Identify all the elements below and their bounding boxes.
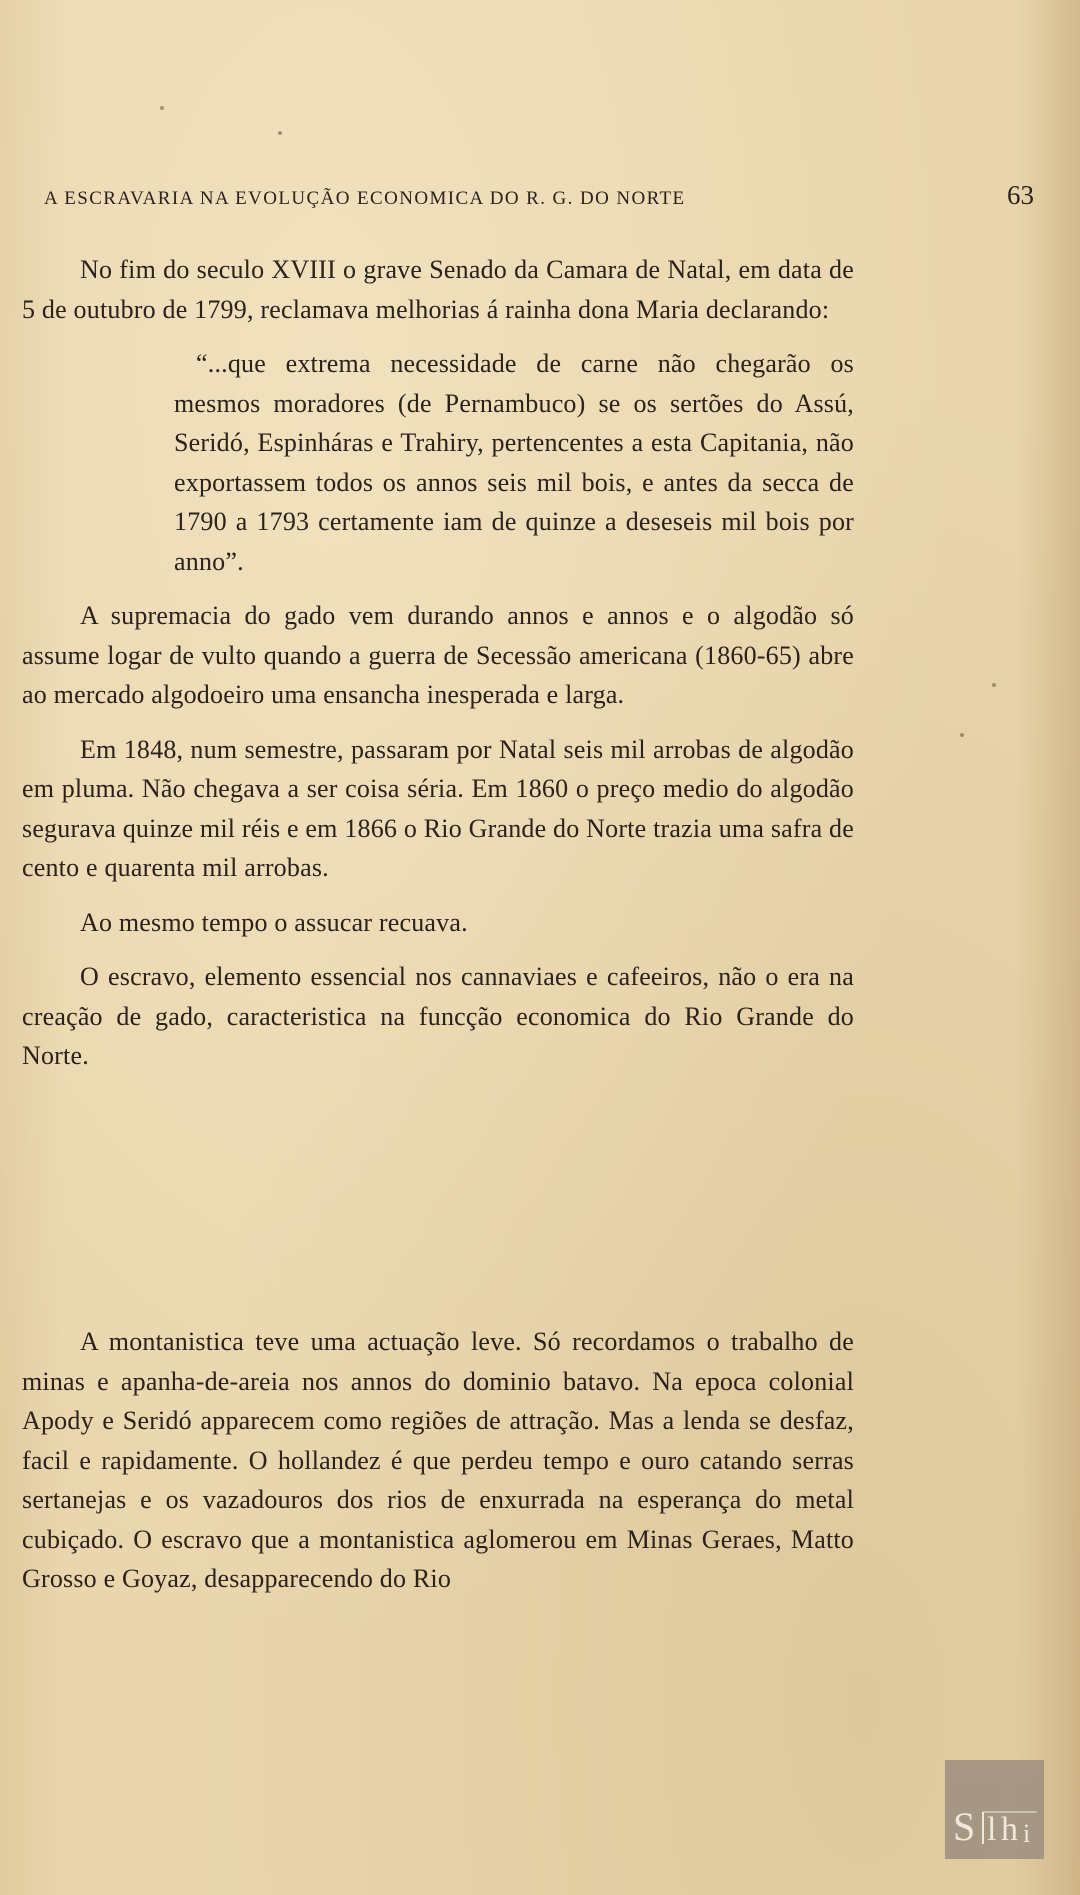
- library-logo-icon: [945, 1760, 1044, 1859]
- body-text-top: [22, 250, 854, 1091]
- paragraph-senado: No fim do seculo XVIII o grave Senado da Camara de Natal, em data de 5 de outubro de 1799, reclamava melhorias á rainha dona Maria declarando:: [22, 255, 854, 324]
- paragraph-escravo: O escravo, elemento essencial nos cannaviaes e cafeeiros, não o era na creação de gado, caracteristica na funcção economica do Rio Grande do Norte.: [22, 962, 854, 1070]
- paragraph-montanistica: A montanistica teve uma actuação leve. Só recordamos o trabalho de minas e apanha-de-areia nos annos do dominio batavo. Na epoca colonial Apody e Seridó apparecem como regiões de attração. Mas a lenda se desfaz, facil e rapidamente. O hollandez é que perdeu tempo e ouro catando serras sertanejas e os vazadouros dos rios de enxurrada na esperança do metal cubiçado. O escravo que a montanistica aglomerou em Minas Geraes, Matto Grosso e Goyaz, desapparecendo do Rio: [22, 1327, 854, 1593]
- page-number: 63: [1007, 180, 1034, 210]
- paper-speck: [278, 131, 282, 135]
- block-quote: [22, 344, 854, 581]
- paragraph-assucar: Ao mesmo tempo o assucar recuava.: [80, 907, 468, 937]
- svg-text:S: S: [953, 1804, 976, 1849]
- svg-text:l: l: [987, 1811, 997, 1848]
- running-header: [44, 180, 1034, 211]
- paragraph-supremacia: A supremacia do gado vem durando annos e annos e o algodão só assume logar de vulto quando a guerra de Secessão americana (1860-65) abre ao mercado algodoeiro uma ensancha inesperada e larga.: [22, 601, 854, 709]
- paper-speck: [992, 683, 996, 687]
- quote-text: “...que extrema necessidade de carne não chegarão os mesmos moradores (de Pernambuco) se os sertões do Assú, Seridó, Espinháras e Trahiry, pertencentes a esta Capitania, não exportassem todos os annos seis mil bois, e antes da secca de 1790 a 1793 certamente iam de quinze a deseseis mil bois por anno”.: [174, 349, 854, 576]
- library-logo-watermark: [945, 1760, 1044, 1859]
- paper-speck: [160, 106, 164, 110]
- body-text-bottom: [22, 1322, 854, 1614]
- paragraph-1848: Em 1848, num semestre, passaram por Natal seis mil arrobas de algodão em pluma. Não chegava a ser coisa séria. Em 1860 o preço medio do algodão segurava quinze mil réis e em 1866 o Rio Grande do Norte trazia uma safra de cento e quarenta mil arrobas.: [22, 734, 854, 882]
- paper-speck: [960, 733, 964, 737]
- running-title: A ESCRAVARIA NA EVOLUÇÃO ECONOMICA DO R. G. DO NORTE: [44, 188, 686, 209]
- svg-text:h: h: [1001, 1811, 1018, 1848]
- svg-text:i: i: [1023, 1819, 1031, 1848]
